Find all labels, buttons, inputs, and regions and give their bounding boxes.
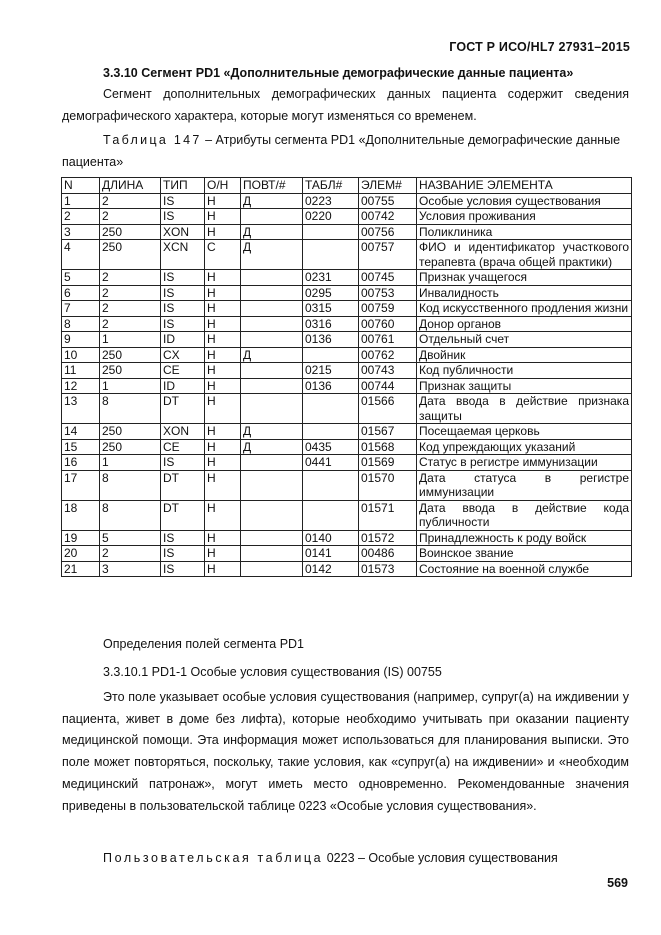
table-cell: XON bbox=[161, 224, 205, 240]
table-cell: 01570 bbox=[359, 470, 417, 500]
table-cell bbox=[241, 470, 303, 500]
table-cell bbox=[303, 394, 359, 424]
table-cell: 0441 bbox=[303, 455, 359, 471]
table-row bbox=[62, 224, 632, 240]
standard-header: ГОСТ Р ИСО/HL7 27931–2015 bbox=[449, 40, 630, 54]
table-cell: Д bbox=[241, 193, 303, 209]
table-cell: Н bbox=[205, 301, 241, 317]
table-cell: 01567 bbox=[359, 424, 417, 440]
table-cell: Н bbox=[205, 332, 241, 348]
table-cell bbox=[241, 378, 303, 394]
table-cell: Код упреждающих указаний bbox=[417, 439, 632, 455]
table-cell: Н bbox=[205, 316, 241, 332]
table-cell: 14 bbox=[62, 424, 100, 440]
table-row bbox=[62, 378, 632, 394]
table-row bbox=[62, 439, 632, 455]
table-cell: 6 bbox=[62, 285, 100, 301]
table-header-cell: О/Н bbox=[205, 178, 241, 194]
table-row bbox=[62, 561, 632, 577]
table-cell: Н bbox=[205, 546, 241, 562]
table-header-cell: ЭЛЕМ# bbox=[359, 178, 417, 194]
table-cell: Н bbox=[205, 500, 241, 530]
user-table-text: 0223 – Особые условия существования bbox=[323, 851, 558, 865]
table-cell: IS bbox=[161, 193, 205, 209]
table-cell: 0141 bbox=[303, 546, 359, 562]
table-cell: 0220 bbox=[303, 209, 359, 225]
table-cell: Посещаемая церковь bbox=[417, 424, 632, 440]
table-cell: 00744 bbox=[359, 378, 417, 394]
table-cell: Статус в регистре иммунизации bbox=[417, 455, 632, 471]
table-cell: 1 bbox=[100, 455, 161, 471]
table-cell: Признак учащегося bbox=[417, 270, 632, 286]
table-cell: 2 bbox=[62, 209, 100, 225]
table-cell: 01569 bbox=[359, 455, 417, 471]
table-cell: 18 bbox=[62, 500, 100, 530]
table-cell: ID bbox=[161, 332, 205, 348]
table-cell: 0435 bbox=[303, 439, 359, 455]
definitions-paragraph: Это поле указывает особые условия существования (например, супруг(а) на иждивении у пациента, живет в доме без лифта), которые необходимо учитывать при оказании пациенту медицинской помощи. Эта информация может использоваться для планирования выписки. Это поле может повторяться, поскольку, такие условия, как «супруг(а) на иждивении» и «необходим медицинский патронаж», могут иметь место одновременно. Рекомендованные значения приведены в пользовательской таблице 0223 «Особые условия существования». bbox=[62, 690, 629, 813]
table-cell: Н bbox=[205, 193, 241, 209]
table-cell: 0223 bbox=[303, 193, 359, 209]
table-cell: 1 bbox=[100, 332, 161, 348]
table-header-cell: N bbox=[62, 178, 100, 194]
table-cell: 10 bbox=[62, 347, 100, 363]
table-caption bbox=[62, 130, 629, 173]
table-cell: CE bbox=[161, 363, 205, 379]
table-cell bbox=[241, 301, 303, 317]
table-cell bbox=[303, 224, 359, 240]
table-cell: 00753 bbox=[359, 285, 417, 301]
table-cell: 00755 bbox=[359, 193, 417, 209]
table-cell: 8 bbox=[100, 500, 161, 530]
table-cell: 3 bbox=[100, 561, 161, 577]
table-cell: Н bbox=[205, 224, 241, 240]
table-cell: 00761 bbox=[359, 332, 417, 348]
table-cell: Д bbox=[241, 424, 303, 440]
table-cell: Принадлежность к роду войск bbox=[417, 530, 632, 546]
table-cell: Н bbox=[205, 209, 241, 225]
table-cell: Воинское звание bbox=[417, 546, 632, 562]
table-row bbox=[62, 347, 632, 363]
table-cell: Условия проживания bbox=[417, 209, 632, 225]
table-cell bbox=[241, 270, 303, 286]
section-intro: Сегмент дополнительных демографических данных пациента содержит сведения демографического характера, которые могут изменяться со временем. bbox=[62, 87, 629, 123]
table-cell: Д bbox=[241, 347, 303, 363]
table-row bbox=[62, 470, 632, 500]
table-cell: Н bbox=[205, 530, 241, 546]
table-cell: Поликлиника bbox=[417, 224, 632, 240]
table-cell: Двойник bbox=[417, 347, 632, 363]
table-cell: CX bbox=[161, 347, 205, 363]
table-row bbox=[62, 270, 632, 286]
table-cell: 00743 bbox=[359, 363, 417, 379]
table-cell bbox=[241, 394, 303, 424]
table-row bbox=[62, 530, 632, 546]
table-cell: 0315 bbox=[303, 301, 359, 317]
table-cell bbox=[241, 209, 303, 225]
table-row bbox=[62, 394, 632, 424]
table-cell: 8 bbox=[100, 394, 161, 424]
table-cell: 1 bbox=[100, 378, 161, 394]
table-cell: ФИО и идентификатор участкового терапевта (врача общей практики) bbox=[417, 240, 632, 270]
table-row bbox=[62, 363, 632, 379]
table-cell bbox=[241, 363, 303, 379]
table-cell: 250 bbox=[100, 224, 161, 240]
table-cell bbox=[241, 285, 303, 301]
user-table-label: Пользовательская таблица bbox=[103, 851, 324, 865]
definitions-subheading: 3.3.10.1 PD1-1 Особые условия существования (IS) 00755 bbox=[103, 665, 442, 679]
table-cell: Н bbox=[205, 561, 241, 577]
table-cell: Донор органов bbox=[417, 316, 632, 332]
table-cell: 0142 bbox=[303, 561, 359, 577]
table-cell: 250 bbox=[100, 424, 161, 440]
table-cell: 0295 bbox=[303, 285, 359, 301]
table-cell: 16 bbox=[62, 455, 100, 471]
table-cell: XON bbox=[161, 424, 205, 440]
table-cell: 11 bbox=[62, 363, 100, 379]
table-cell: Особые условия существования bbox=[417, 193, 632, 209]
table-cell: 250 bbox=[100, 347, 161, 363]
table-cell: IS bbox=[161, 530, 205, 546]
table-cell: 17 bbox=[62, 470, 100, 500]
table-cell: IS bbox=[161, 285, 205, 301]
table-cell bbox=[241, 530, 303, 546]
table-header-cell: ДЛИНА bbox=[100, 178, 161, 194]
table-row bbox=[62, 316, 632, 332]
table-cell: DT bbox=[161, 500, 205, 530]
table-cell: 0140 bbox=[303, 530, 359, 546]
table-cell: Н bbox=[205, 470, 241, 500]
table-cell: 01573 bbox=[359, 561, 417, 577]
table-cell: 13 bbox=[62, 394, 100, 424]
table-cell: 2 bbox=[100, 285, 161, 301]
table-cell: Инвалидность bbox=[417, 285, 632, 301]
table-cell: Дата ввода в действие кода публичности bbox=[417, 500, 632, 530]
table-row bbox=[62, 301, 632, 317]
table-cell: 2 bbox=[100, 546, 161, 562]
table-cell: IS bbox=[161, 270, 205, 286]
table-cell: IS bbox=[161, 209, 205, 225]
table-cell: Н bbox=[205, 363, 241, 379]
table-cell: 19 bbox=[62, 530, 100, 546]
table-cell bbox=[303, 470, 359, 500]
table-cell: IS bbox=[161, 546, 205, 562]
table-cell: CE bbox=[161, 439, 205, 455]
table-caption-text: – Атрибуты сегмента PD1 «Дополнительные демографические данные пациента» bbox=[62, 133, 621, 169]
table-cell: 0231 bbox=[303, 270, 359, 286]
table-cell: 0316 bbox=[303, 316, 359, 332]
table-cell: 01568 bbox=[359, 439, 417, 455]
table-cell: Состояние на военной службе bbox=[417, 561, 632, 577]
table-cell: 0136 bbox=[303, 332, 359, 348]
table-cell: 0215 bbox=[303, 363, 359, 379]
table-cell: Н bbox=[205, 424, 241, 440]
table-cell: 00745 bbox=[359, 270, 417, 286]
table-cell: IS bbox=[161, 561, 205, 577]
table-cell: 00759 bbox=[359, 301, 417, 317]
table-row bbox=[62, 209, 632, 225]
table-cell: DT bbox=[161, 470, 205, 500]
table-cell: 250 bbox=[100, 240, 161, 270]
table-row bbox=[62, 193, 632, 209]
table-cell: 01571 bbox=[359, 500, 417, 530]
table-header-cell: ПОВТ/# bbox=[241, 178, 303, 194]
table-cell: 00760 bbox=[359, 316, 417, 332]
table-cell: 0136 bbox=[303, 378, 359, 394]
definitions-heading: Определения полей сегмента PD1 bbox=[103, 637, 305, 651]
table-row bbox=[62, 455, 632, 471]
table-cell: 8 bbox=[62, 316, 100, 332]
table-cell: Н bbox=[205, 378, 241, 394]
table-row bbox=[62, 240, 632, 270]
table-cell bbox=[303, 424, 359, 440]
table-cell: 5 bbox=[62, 270, 100, 286]
table-cell: 12 bbox=[62, 378, 100, 394]
table-row bbox=[62, 546, 632, 562]
table-cell: 2 bbox=[100, 270, 161, 286]
attributes-table bbox=[61, 177, 632, 577]
table-cell: ID bbox=[161, 378, 205, 394]
table-cell: Н bbox=[205, 455, 241, 471]
table-cell: Д bbox=[241, 224, 303, 240]
table-cell: 00757 bbox=[359, 240, 417, 270]
table-header-cell: ТАБЛ# bbox=[303, 178, 359, 194]
table-row bbox=[62, 332, 632, 348]
table-cell: 00762 bbox=[359, 347, 417, 363]
user-table-caption bbox=[103, 851, 558, 865]
table-cell: 2 bbox=[100, 209, 161, 225]
table-cell: DT bbox=[161, 394, 205, 424]
table-cell: Дата статуса в регистре иммунизации bbox=[417, 470, 632, 500]
table-cell: Н bbox=[205, 394, 241, 424]
table-cell: Дата ввода в действие признака защиты bbox=[417, 394, 632, 424]
table-cell: 00756 bbox=[359, 224, 417, 240]
table-header-cell: ТИП bbox=[161, 178, 205, 194]
table-header-row bbox=[62, 178, 632, 194]
table-cell: Признак защиты bbox=[417, 378, 632, 394]
table-row bbox=[62, 285, 632, 301]
table-caption-label: Таблица 147 bbox=[103, 133, 202, 147]
table-cell: IS bbox=[161, 455, 205, 471]
table-row bbox=[62, 500, 632, 530]
table-cell: 2 bbox=[100, 301, 161, 317]
table-cell: 7 bbox=[62, 301, 100, 317]
table-cell bbox=[241, 500, 303, 530]
table-cell: 250 bbox=[100, 363, 161, 379]
table-cell bbox=[303, 240, 359, 270]
table-cell: 2 bbox=[100, 316, 161, 332]
table-cell: XCN bbox=[161, 240, 205, 270]
table-cell: 15 bbox=[62, 439, 100, 455]
table-cell: Н bbox=[205, 270, 241, 286]
table-cell bbox=[241, 332, 303, 348]
table-cell: 20 bbox=[62, 546, 100, 562]
table-cell: 2 bbox=[100, 193, 161, 209]
table-cell: Отдельный счет bbox=[417, 332, 632, 348]
table-cell: 01566 bbox=[359, 394, 417, 424]
table-row bbox=[62, 424, 632, 440]
table-cell: С bbox=[205, 240, 241, 270]
table-cell: Код искусственного продления жизни bbox=[417, 301, 632, 317]
table-cell: 9 bbox=[62, 332, 100, 348]
table-cell: 01572 bbox=[359, 530, 417, 546]
table-cell: 4 bbox=[62, 240, 100, 270]
table-cell: 250 bbox=[100, 439, 161, 455]
section-title: 3.3.10 Сегмент PD1 «Дополнительные демографические данные пациента» bbox=[103, 66, 574, 80]
table-cell: Д bbox=[241, 439, 303, 455]
table-cell: IS bbox=[161, 316, 205, 332]
table-cell: 00742 bbox=[359, 209, 417, 225]
table-cell bbox=[241, 546, 303, 562]
table-cell: Н bbox=[205, 439, 241, 455]
table-cell bbox=[241, 316, 303, 332]
table-cell bbox=[241, 561, 303, 577]
table-cell: 3 bbox=[62, 224, 100, 240]
table-cell bbox=[303, 347, 359, 363]
table-cell: Н bbox=[205, 285, 241, 301]
table-cell: 1 bbox=[62, 193, 100, 209]
table-cell bbox=[303, 500, 359, 530]
table-cell: Код публичности bbox=[417, 363, 632, 379]
table-cell bbox=[241, 455, 303, 471]
page-number: 569 bbox=[607, 876, 628, 890]
table-cell: 21 bbox=[62, 561, 100, 577]
table-cell: IS bbox=[161, 301, 205, 317]
table-cell: 5 bbox=[100, 530, 161, 546]
table-cell: 8 bbox=[100, 470, 161, 500]
table-cell: Н bbox=[205, 347, 241, 363]
table-cell: Д bbox=[241, 240, 303, 270]
table-header-cell: НАЗВАНИЕ ЭЛЕМЕНТА bbox=[417, 178, 632, 194]
table-cell: 00486 bbox=[359, 546, 417, 562]
